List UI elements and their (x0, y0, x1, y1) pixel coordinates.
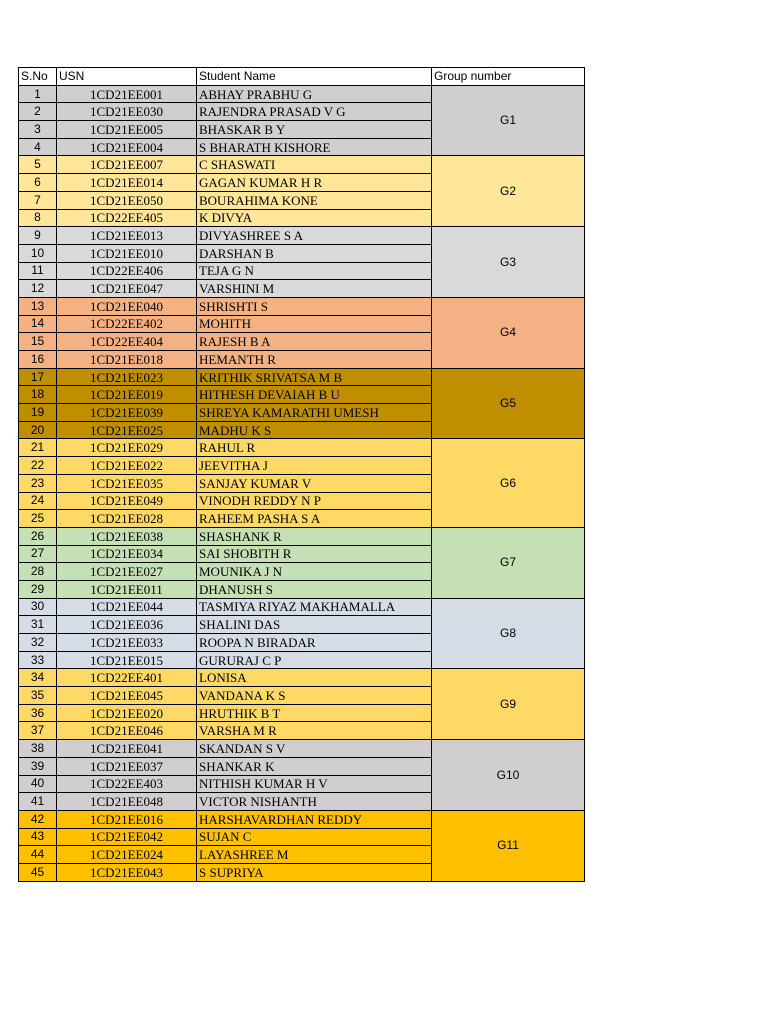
student-name-cell: SHASHANK R (197, 527, 432, 545)
serial-number-cell: 10 (19, 244, 57, 262)
usn-cell: 1CD21EE041 (57, 740, 197, 758)
table-row (19, 156, 585, 174)
group-number-cell: G9 (432, 669, 585, 740)
table-row (19, 439, 585, 457)
student-name-cell: KRITHIK SRIVATSA M B (197, 368, 432, 386)
serial-number-cell: 1 (19, 85, 57, 103)
student-name-cell: MOUNIKA J N (197, 563, 432, 581)
student-name-cell: HITHESH DEVAIAH B U (197, 386, 432, 404)
usn-cell: 1CD21EE007 (57, 156, 197, 174)
group-number-cell: G4 (432, 297, 585, 368)
header-student-name: Student Name (197, 68, 432, 86)
usn-cell: 1CD21EE010 (57, 244, 197, 262)
serial-number-cell: 45 (19, 863, 57, 881)
usn-cell: 1CD21EE019 (57, 386, 197, 404)
usn-cell: 1CD22EE405 (57, 209, 197, 227)
serial-number-cell: 26 (19, 527, 57, 545)
serial-number-cell: 40 (19, 775, 57, 793)
table-row (19, 527, 585, 545)
student-name-cell: VINODH REDDY N P (197, 492, 432, 510)
serial-number-cell: 3 (19, 121, 57, 139)
group-number-cell: G2 (432, 156, 585, 227)
table-row (19, 85, 585, 103)
usn-cell: 1CD22EE406 (57, 262, 197, 280)
student-name-cell: VANDANA K S (197, 687, 432, 705)
student-name-cell: BHASKAR B Y (197, 121, 432, 139)
usn-cell: 1CD21EE047 (57, 280, 197, 298)
serial-number-cell: 19 (19, 404, 57, 422)
usn-cell: 1CD22EE404 (57, 333, 197, 351)
student-name-cell: RAHEEM PASHA S A (197, 510, 432, 528)
serial-number-cell: 16 (19, 351, 57, 369)
header-group-number: Group number (432, 68, 585, 86)
student-name-cell: VARSHA M R (197, 722, 432, 740)
serial-number-cell: 28 (19, 563, 57, 581)
usn-cell: 1CD22EE403 (57, 775, 197, 793)
student-name-cell: SHRISHTI S (197, 297, 432, 315)
serial-number-cell: 29 (19, 580, 57, 598)
usn-cell: 1CD21EE005 (57, 121, 197, 139)
group-number-cell: G6 (432, 439, 585, 527)
serial-number-cell: 31 (19, 616, 57, 634)
student-name-cell: LAYASHREE M (197, 846, 432, 864)
student-name-cell: LONISA (197, 669, 432, 687)
serial-number-cell: 17 (19, 368, 57, 386)
student-name-cell: SAI SHOBITH R (197, 545, 432, 563)
group-number-cell: G8 (432, 598, 585, 669)
student-name-cell: K DIVYA (197, 209, 432, 227)
usn-cell: 1CD21EE004 (57, 138, 197, 156)
student-name-cell: GURURAJ C P (197, 651, 432, 669)
group-number-cell: G7 (432, 527, 585, 598)
student-name-cell: SHALINI DAS (197, 616, 432, 634)
serial-number-cell: 12 (19, 280, 57, 298)
serial-number-cell: 25 (19, 510, 57, 528)
student-name-cell: HARSHAVARDHAN REDDY (197, 810, 432, 828)
serial-number-cell: 34 (19, 669, 57, 687)
student-name-cell: SHANKAR K (197, 757, 432, 775)
student-group-table (18, 67, 585, 882)
student-name-cell: NITHISH KUMAR H V (197, 775, 432, 793)
usn-cell: 1CD22EE401 (57, 669, 197, 687)
serial-number-cell: 36 (19, 704, 57, 722)
serial-number-cell: 44 (19, 846, 57, 864)
serial-number-cell: 30 (19, 598, 57, 616)
student-name-cell: RAJESH B A (197, 333, 432, 351)
table-row (19, 669, 585, 687)
usn-cell: 1CD21EE034 (57, 545, 197, 563)
serial-number-cell: 20 (19, 421, 57, 439)
group-number-cell: G3 (432, 227, 585, 298)
student-name-cell: S BHARATH KISHORE (197, 138, 432, 156)
group-number-cell: G1 (432, 85, 585, 156)
group-number-cell: G11 (432, 810, 585, 881)
student-name-cell: MADHU K S (197, 421, 432, 439)
serial-number-cell: 33 (19, 651, 57, 669)
table-body (19, 85, 585, 881)
student-name-cell: TEJA G N (197, 262, 432, 280)
serial-number-cell: 23 (19, 474, 57, 492)
serial-number-cell: 11 (19, 262, 57, 280)
usn-cell: 1CD21EE030 (57, 103, 197, 121)
student-name-cell: SUJAN C (197, 828, 432, 846)
usn-cell: 1CD21EE029 (57, 439, 197, 457)
serial-number-cell: 42 (19, 810, 57, 828)
serial-number-cell: 15 (19, 333, 57, 351)
usn-cell: 1CD21EE001 (57, 85, 197, 103)
group-number-cell: G5 (432, 368, 585, 439)
usn-cell: 1CD21EE028 (57, 510, 197, 528)
usn-cell: 1CD21EE013 (57, 227, 197, 245)
header-usn: USN (57, 68, 197, 86)
serial-number-cell: 4 (19, 138, 57, 156)
serial-number-cell: 13 (19, 297, 57, 315)
usn-cell: 1CD21EE049 (57, 492, 197, 510)
student-name-cell: RAJENDRA PRASAD V G (197, 103, 432, 121)
usn-cell: 1CD21EE044 (57, 598, 197, 616)
usn-cell: 1CD21EE043 (57, 863, 197, 881)
usn-cell: 1CD21EE050 (57, 191, 197, 209)
student-name-cell: C SHASWATI (197, 156, 432, 174)
usn-cell: 1CD21EE037 (57, 757, 197, 775)
usn-cell: 1CD21EE046 (57, 722, 197, 740)
table-row (19, 810, 585, 828)
student-name-cell: DIVYASHREE S A (197, 227, 432, 245)
table-row (19, 598, 585, 616)
serial-number-cell: 2 (19, 103, 57, 121)
student-name-cell: MOHITH (197, 315, 432, 333)
table-row (19, 368, 585, 386)
student-name-cell: DHANUSH S (197, 580, 432, 598)
student-name-cell: SKANDAN S V (197, 740, 432, 758)
student-name-cell: SANJAY KUMAR V (197, 474, 432, 492)
usn-cell: 1CD21EE014 (57, 174, 197, 192)
serial-number-cell: 7 (19, 191, 57, 209)
usn-cell: 1CD21EE015 (57, 651, 197, 669)
student-name-cell: GAGAN KUMAR H R (197, 174, 432, 192)
student-name-cell: S SUPRIYA (197, 863, 432, 881)
serial-number-cell: 38 (19, 740, 57, 758)
usn-cell: 1CD21EE035 (57, 474, 197, 492)
serial-number-cell: 22 (19, 457, 57, 475)
student-name-cell: RAHUL R (197, 439, 432, 457)
usn-cell: 1CD21EE042 (57, 828, 197, 846)
student-name-cell: DARSHAN B (197, 244, 432, 262)
usn-cell: 1CD21EE045 (57, 687, 197, 705)
usn-cell: 1CD21EE016 (57, 810, 197, 828)
serial-number-cell: 8 (19, 209, 57, 227)
table-row (19, 740, 585, 758)
student-name-cell: VARSHINI M (197, 280, 432, 298)
serial-number-cell: 9 (19, 227, 57, 245)
usn-cell: 1CD21EE023 (57, 368, 197, 386)
usn-cell: 1CD21EE027 (57, 563, 197, 581)
student-name-cell: TASMIYA RIYAZ MAKHAMALLA (197, 598, 432, 616)
student-name-cell: ABHAY PRABHU G (197, 85, 432, 103)
usn-cell: 1CD21EE025 (57, 421, 197, 439)
student-name-cell: HRUTHIK B T (197, 704, 432, 722)
student-name-cell: JEEVITHA J (197, 457, 432, 475)
usn-cell: 1CD21EE039 (57, 404, 197, 422)
group-number-cell: G10 (432, 740, 585, 811)
usn-cell: 1CD21EE048 (57, 793, 197, 811)
usn-cell: 1CD21EE024 (57, 846, 197, 864)
serial-number-cell: 27 (19, 545, 57, 563)
serial-number-cell: 37 (19, 722, 57, 740)
serial-number-cell: 5 (19, 156, 57, 174)
usn-cell: 1CD21EE022 (57, 457, 197, 475)
usn-cell: 1CD21EE036 (57, 616, 197, 634)
student-name-cell: VICTOR NISHANTH (197, 793, 432, 811)
serial-number-cell: 14 (19, 315, 57, 333)
header-sno: S.No (19, 68, 57, 86)
student-name-cell: SHREYA KAMARATHI UMESH (197, 404, 432, 422)
student-name-cell: ROOPA N BIRADAR (197, 634, 432, 652)
serial-number-cell: 21 (19, 439, 57, 457)
usn-cell: 1CD21EE020 (57, 704, 197, 722)
serial-number-cell: 39 (19, 757, 57, 775)
usn-cell: 1CD21EE038 (57, 527, 197, 545)
serial-number-cell: 18 (19, 386, 57, 404)
usn-cell: 1CD21EE018 (57, 351, 197, 369)
table-row (19, 297, 585, 315)
table-row (19, 227, 585, 245)
usn-cell: 1CD21EE040 (57, 297, 197, 315)
usn-cell: 1CD22EE402 (57, 315, 197, 333)
student-name-cell: BOURAHIMA KONE (197, 191, 432, 209)
student-name-cell: HEMANTH R (197, 351, 432, 369)
serial-number-cell: 6 (19, 174, 57, 192)
serial-number-cell: 32 (19, 634, 57, 652)
usn-cell: 1CD21EE033 (57, 634, 197, 652)
header-row (19, 68, 585, 86)
usn-cell: 1CD21EE011 (57, 580, 197, 598)
serial-number-cell: 41 (19, 793, 57, 811)
serial-number-cell: 35 (19, 687, 57, 705)
serial-number-cell: 43 (19, 828, 57, 846)
serial-number-cell: 24 (19, 492, 57, 510)
